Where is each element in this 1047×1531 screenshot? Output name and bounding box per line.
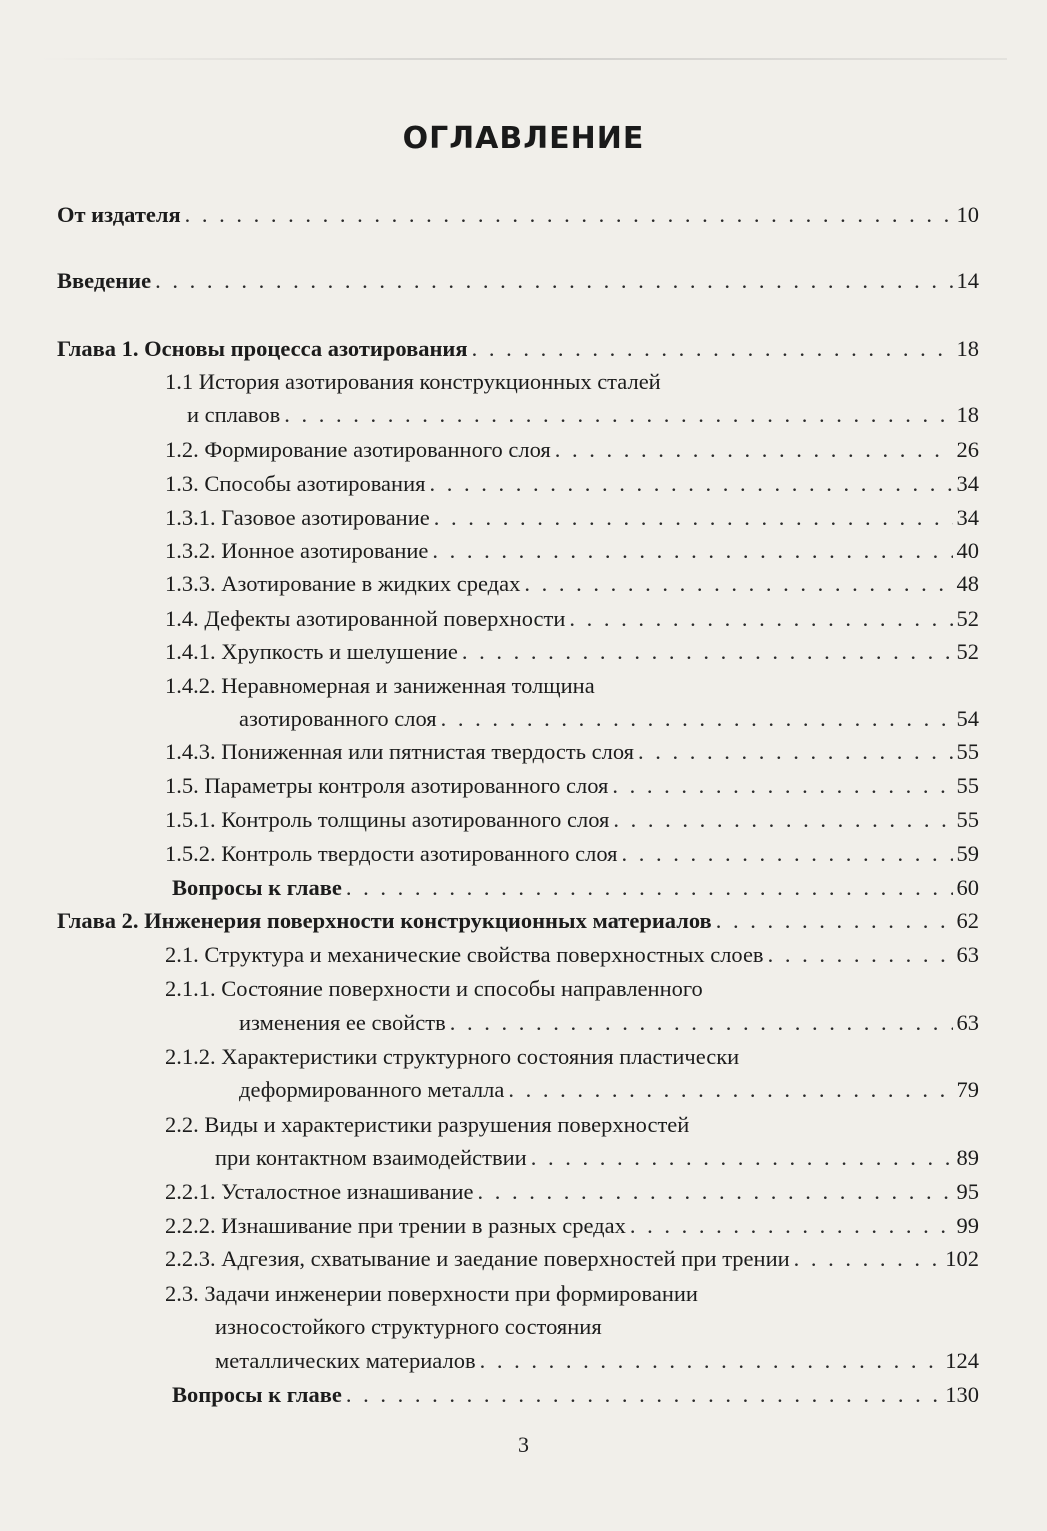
toc-entry[interactable]	[187, 399, 979, 431]
toc-entry-label: 1.3.1. Газовое азотирование	[165, 505, 430, 530]
toc-entry-page: 18	[956, 336, 979, 361]
toc-entry[interactable]	[57, 199, 979, 231]
toc-questions-entry[interactable]	[172, 872, 979, 904]
toc-entry-page: 89	[956, 1145, 979, 1170]
toc-entry-page: 95	[956, 1179, 979, 1204]
toc-entry[interactable]	[239, 1007, 979, 1039]
dot-leader	[716, 905, 953, 937]
toc-entry[interactable]	[165, 568, 979, 600]
toc-entry[interactable]	[165, 636, 979, 668]
toc-entry[interactable]	[239, 703, 979, 735]
toc-entry-page: 52	[956, 606, 979, 631]
toc-entry-page: 63	[956, 1010, 979, 1035]
toc-entry-label[interactable]: 1.4.2. Неравномерная и заниженная толщина	[165, 673, 595, 698]
toc-entry-label-continued: и сплавов	[187, 402, 281, 427]
dot-leader	[346, 872, 953, 904]
toc-entry[interactable]	[165, 736, 979, 768]
toc-entry-page: 55	[956, 739, 979, 764]
dot-leader	[434, 502, 953, 534]
toc-entry-page: 10	[956, 202, 979, 227]
toc-entry-label-continued[interactable]: износостойкого структурного состояния	[215, 1314, 602, 1339]
toc-entry[interactable]	[57, 265, 979, 297]
toc-questions-entry[interactable]	[172, 1379, 979, 1411]
toc-entry-page: 63	[956, 942, 979, 967]
toc-chapter-entry[interactable]	[57, 333, 979, 365]
toc-entry-page: 60	[956, 875, 979, 900]
toc-entry-label[interactable]: 2.1.1. Состояние поверхности и способы направленного	[165, 976, 703, 1001]
toc-entry[interactable]	[165, 804, 979, 836]
toc-entry-page: 34	[956, 505, 979, 530]
toc-entry-page: 62	[956, 908, 979, 933]
toc-entry[interactable]	[215, 1345, 979, 1377]
toc-entry[interactable]	[165, 770, 979, 802]
toc-entry[interactable]	[215, 1142, 979, 1174]
toc-entry-page: 130	[945, 1382, 979, 1407]
page-title: ОГЛАВЛЕНИЕ	[402, 121, 645, 156]
toc-entry-label[interactable]: 2.2. Виды и характеристики разрушения поверхностей	[165, 1112, 690, 1137]
toc-entry-page: 14	[956, 268, 979, 293]
toc-entry-label: 1.3.3. Азотирование в жидких средах	[165, 571, 521, 596]
toc-entry-page: 54	[956, 706, 979, 731]
page-number: 3	[518, 1432, 529, 1457]
toc-entry-label-continued: азотированного слоя	[239, 706, 437, 731]
toc-entry-label: 2.1. Структура и механические свойства поверхностных слоев	[165, 942, 764, 967]
toc-entry-label: 1.2. Формирование азотированного слоя	[165, 437, 551, 462]
toc-entry-label: От издателя	[57, 202, 181, 227]
toc-entry-label: 1.4.3. Пониженная или пятнистая твердость слоя	[165, 739, 635, 764]
dot-leader	[450, 1007, 953, 1039]
toc-entry-label: Вопросы к главе	[172, 1382, 342, 1407]
toc-entry-page: 79	[956, 1077, 979, 1102]
toc-entry[interactable]	[165, 434, 979, 466]
toc-entry-page: 26	[956, 437, 979, 462]
dot-leader	[185, 199, 953, 231]
toc-chapter-entry[interactable]	[57, 905, 979, 937]
toc-entry-page: 40	[956, 538, 979, 563]
dot-leader	[630, 1210, 953, 1242]
toc-entry-label: Вопросы к главе	[172, 875, 342, 900]
toc-entry-label[interactable]: 2.1.2. Характеристики структурного состояния пластически	[165, 1044, 740, 1069]
toc-entry-label: 1.5. Параметры контроля азотированного слоя	[165, 773, 609, 798]
dot-leader	[622, 838, 953, 870]
toc-entry[interactable]	[239, 1074, 979, 1106]
dot-leader	[480, 1345, 942, 1377]
toc-entry[interactable]	[165, 939, 979, 971]
dot-leader	[432, 535, 952, 567]
toc-entry[interactable]	[165, 502, 979, 534]
toc-entry-page: 99	[956, 1213, 979, 1238]
dot-leader	[478, 1176, 953, 1208]
toc-entry-label: Введение	[57, 268, 152, 293]
toc-entry[interactable]	[165, 468, 979, 500]
dot-leader	[612, 770, 952, 802]
toc-entry-page: 59	[956, 841, 979, 866]
dot-leader	[429, 468, 952, 500]
dot-leader	[638, 736, 952, 768]
dot-leader	[569, 603, 952, 635]
toc-entry-page: 34	[956, 471, 979, 496]
toc-entry[interactable]	[165, 535, 979, 567]
toc-entry-label: 1.4. Дефекты азотированной поверхности	[165, 606, 566, 631]
toc-entry[interactable]	[165, 1210, 979, 1242]
toc-entry[interactable]	[165, 603, 979, 635]
dot-leader	[155, 265, 952, 297]
dot-leader	[768, 939, 953, 971]
toc-entry[interactable]	[165, 1243, 979, 1275]
toc-entry[interactable]	[165, 838, 979, 870]
dot-leader	[346, 1379, 941, 1411]
dot-leader	[524, 568, 952, 600]
toc-entry-label: 1.3.2. Ионное азотирование	[165, 538, 429, 563]
toc-entry-page: 48	[956, 571, 979, 596]
toc-entry-label: 2.2.3. Адгезия, схватывание и заедание поверхностей при трении	[165, 1246, 790, 1271]
dot-leader	[613, 804, 952, 836]
dot-leader	[555, 434, 953, 466]
toc-entry-label: 1.3. Способы азотирования	[165, 471, 426, 496]
dot-leader	[531, 1142, 953, 1174]
toc-entry-label: 1.5.1. Контроль толщины азотированного слоя	[165, 807, 610, 832]
toc-entry-page: 55	[956, 773, 979, 798]
toc-entry-label-continued: при контактном взаимодействии	[215, 1145, 527, 1170]
toc-entry[interactable]	[165, 1176, 979, 1208]
dot-leader	[462, 636, 953, 668]
toc-entry-page: 18	[956, 402, 979, 427]
toc-entry-label: Глава 2. Инженерия поверхности конструкционных материалов	[57, 908, 712, 933]
toc-entry-label: 2.2.2. Изнашивание при трении в разных средах	[165, 1213, 626, 1238]
toc-entry-label: Глава 1. Основы процесса азотирования	[57, 336, 468, 361]
dot-leader	[472, 333, 953, 365]
toc-entry-label[interactable]: 2.3. Задачи инженерии поверхности при формировании	[165, 1281, 698, 1306]
dot-leader	[284, 399, 952, 431]
toc-entry-page: 52	[956, 639, 979, 664]
dot-leader	[508, 1074, 952, 1106]
toc-entry-label-continued: деформированного металла	[239, 1077, 505, 1102]
toc-entry-label: 1.5.2. Контроль твердости азотированного слоя	[165, 841, 618, 866]
toc-entry-page: 102	[945, 1246, 979, 1271]
toc-entry-page: 124	[945, 1348, 979, 1373]
toc-entry-page: 55	[956, 807, 979, 832]
toc-entry-label-continued: металлических материалов	[215, 1348, 476, 1373]
toc-entry-label-continued: изменения ее свойств	[239, 1010, 446, 1035]
dot-leader	[794, 1243, 942, 1275]
toc-entry-label: 1.4.1. Хрупкость и шелушение	[165, 639, 458, 664]
toc-entry-label[interactable]: 1.1 История азотирования конструкционных сталей	[165, 369, 661, 394]
toc-entry-label: 2.2.1. Усталостное изнашивание	[165, 1179, 474, 1204]
dot-leader	[441, 703, 953, 735]
